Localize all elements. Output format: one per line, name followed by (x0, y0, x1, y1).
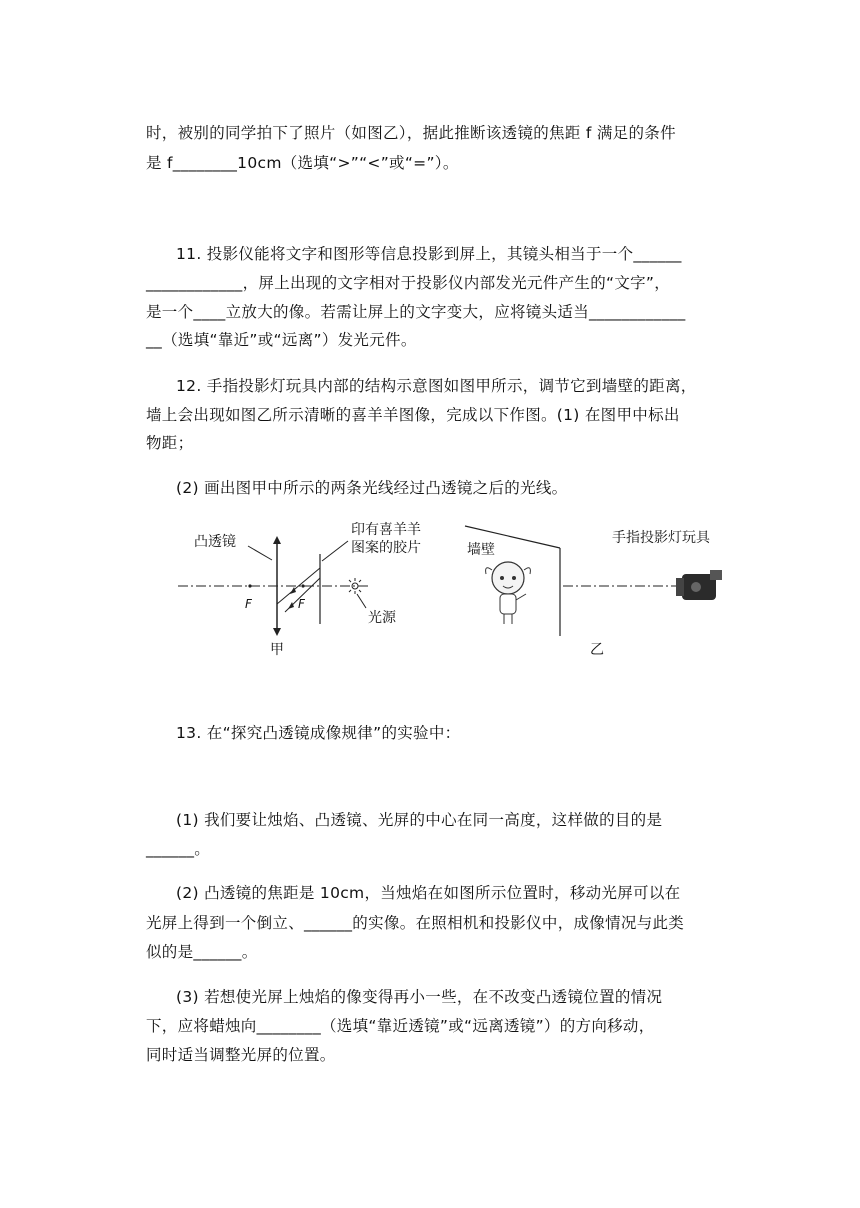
lens-label: 凸透镜 (194, 534, 236, 550)
q11-line-1: 11. 投影仪能将文字和图形等信息投影到屏上，其镜头相当于一个______ (176, 245, 682, 263)
q13-line-9: 同时适当调整光屏的位置。 (146, 1046, 336, 1064)
q12-line-1: 12. 手指投影灯玩具内部的结构示意图如图甲所示，调节它到墙壁的距离， (176, 377, 697, 395)
q13-line-6: 似的是______。 (146, 943, 258, 961)
wall-label: 墙壁 (467, 542, 495, 558)
q13-line-4: (2) 凸透镜的焦距是 10cm，当烛焰在如图所示位置时，移动光屏可以在 (176, 884, 681, 902)
toy-projector-icon (676, 570, 722, 600)
figure-projector (170, 516, 750, 666)
caption-a: 甲 (270, 642, 284, 658)
q13-line-3: ______。 (146, 840, 211, 858)
line-2: 是 f________10cm（选填“>”“<”或“=”）。 (146, 154, 459, 172)
caption-b: 乙 (590, 642, 604, 658)
sheep-image-icon (486, 562, 531, 624)
toy-label: 手指投影灯玩具 (612, 530, 710, 546)
q13-line-8: 下，应将蜡烛向________（选填“靠近透镜”或“远离透镜”）的方向移动， (146, 1017, 655, 1035)
q12-line-2: 墙上会出现如图乙所示清晰的喜羊羊图像，完成以下作图。(1) 在图甲中标出 (146, 406, 680, 424)
slide-label-2: 图案的胶片 (351, 540, 421, 556)
slide-label-1: 印有喜羊羊 (351, 522, 421, 538)
q13-line-1: 13. 在“探究凸透镜成像规律”的实验中： (176, 724, 461, 742)
q13-line-7: (3) 若想使光屏上烛焰的像变得再小一些，在不改变凸透镜位置的情况 (176, 988, 663, 1006)
focus-right-label: F (298, 597, 305, 611)
q13-line-2: (1) 我们要让烛焰、凸透镜、光屏的中心在同一高度，这样做的目的是 (176, 811, 663, 829)
q11-line-4: __（选填“靠近”或“远离”）发光元件。 (146, 331, 417, 349)
line-1: 时，被别的同学拍下了照片（如图乙），据此推断该透镜的焦距 f 满足的条件 (146, 124, 676, 142)
q11-line-2: ____________，屏上出现的文字相对于投影仪内部发光元件产生的“文字”， (146, 274, 671, 292)
focus-left-label: F (245, 597, 252, 611)
source-label: 光源 (368, 610, 396, 626)
q11-line-3: 是一个____立放大的像。若需让屏上的文字变大，应将镜头适当____________ (146, 303, 686, 321)
q13-line-5: 光屏上得到一个倒立、______的实像。在照相机和投影仪中，成像情况与此类 (146, 914, 685, 932)
q12-line-4: (2) 画出图甲中所示的两条光线经过凸透镜之后的光线。 (176, 479, 568, 497)
q12-line-3: 物距； (146, 434, 194, 452)
